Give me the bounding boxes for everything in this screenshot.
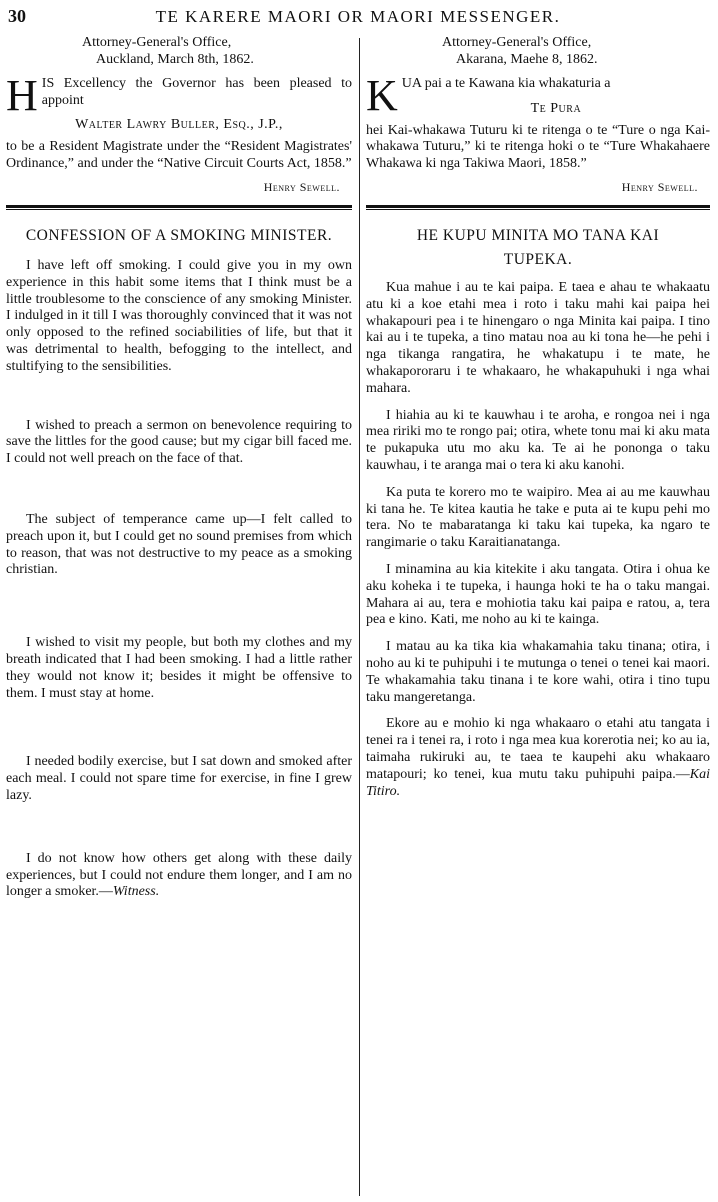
section-rule [6, 205, 352, 208]
page-number: 30 [8, 6, 26, 26]
masthead [8, 6, 708, 30]
office-name: Attorney-General's Office, [442, 35, 592, 50]
dateline: Akarana, Maehe 8, 1862. [456, 52, 598, 67]
section-rule [366, 205, 710, 208]
dateline: Auckland, March 8th, 1862. [96, 52, 254, 67]
heading-line: HE KUPU MINITA MO TANA KAI [416, 227, 660, 244]
office-heading [366, 34, 710, 68]
article-paragraph [366, 716, 710, 800]
signature: Henry Sewell. [621, 180, 698, 194]
paragraph-text: I do not know how others get along with these daily experiences, but I could not endure them longer, and I am no longer a smoker.— [6, 850, 352, 900]
article-body [366, 280, 710, 800]
maori-column [366, 34, 710, 1196]
article-paragraph: I minamina au kia kitekite i aku tangata. Otira i ohua ke aku koheka i te tupeka, i haunga hoki te ha o taku mangai. Mahara ai au, tera e mohiotia taku kai paipa e ratou, a, tera pea e kino. Kati, me noho au ki te kainga. [366, 561, 710, 628]
article-paragraph: I wished to preach a sermon on benevolence requiring to save the littles for the good cause; but my cigar bill faced me. I could not well preach on the face of that. [6, 417, 352, 467]
article-source: Witness. [112, 884, 160, 900]
office-name: Attorney-General's Office, [82, 35, 232, 50]
english-column [6, 34, 352, 1196]
article-heading: CONFESSION OF A SMOKING MINISTER. [25, 227, 333, 244]
notice-text: IS Excellency the Governor has been pleased to appoint [41, 76, 352, 108]
drop-cap: H [6, 71, 38, 120]
article-paragraph: I needed bodily exercise, but I sat down and smoked after each meal. I could not spare time for exercise, in fine I grew lazy. [6, 754, 352, 803]
article-paragraph: The subject of temperance came up—I felt called to preach upon it, but I could get no sound premises from which to reason, that was not destructive to my peace as a smoking christian. [6, 511, 352, 578]
newspaper-title: TE KARERE MAORI OR MAORI MESSENGER. [155, 7, 561, 26]
article-paragraph: Ka puta te korero mo te waipiro. Mea ai au me kauwhau ki tana he. Te kitea kautia he take e puta ai te kupu pehi mo tera. No te mabaratanga ki taku kai tupeka, ka ngaro te rangimarie o taku Karaitianatanga. [366, 484, 710, 551]
article-source: Kai Titiro. [366, 766, 710, 799]
article-paragraph: I matau au ka tika kia whakamahia taku tinana; otira, i noho au ki te puhipuhi i te mutunga o tenei o tenei kai maori. Te whakamahia taku tinana i te kore wahi, otira i tino tupu taku mangeretanga. [366, 639, 710, 705]
article-paragraph: I wished to visit my people, but both my clothes and my breath indicated that I had been smoking. I had a little rather they would not know it; besides it might be offensive to them. I must stay at home. [6, 635, 352, 701]
drop-cap: K [366, 71, 398, 120]
section-rule-thin [6, 209, 352, 210]
appointment-notice [6, 71, 352, 120]
article-paragraph [6, 851, 352, 901]
notice-text: UA pai a te Kawana kia whakaturia a [401, 76, 611, 91]
column-divider [359, 38, 360, 1196]
paragraph-text: Ekore au e mohio ki nga whakaaro o etahi atu tangata i tenei ra i tenei ra, i roto i nga mea kua korerotia nei; ko au ia, taimaha rukiruki au, te taea te kaupehi aku whakaaro matapouri; ko tenei, kua mutu taku puhipuhi paipa.— [366, 716, 710, 782]
article-paragraph: I have left off smoking. I could give you in my own experience in this habit some items that I think must be a little troublesome to the conscience of any smoking Minister. I indulged in it till I was thoroughly convinced that it was not only opposed to the refined sociabilities of life, but that it was detrimental to health, befogging to the intellect, and stultifying to the sensibilities. [6, 258, 352, 374]
article-paragraph: Kua mahue i au te kai paipa. E taea e ahau te whakaatu atu ki a koe etahi mea i roto i taku mahi kai paipa hei whakapouri pea i te hinengaro o nga Minita kai paipa. I tino kai au i te tupeka, a tino matau noa au ki tona he—he pehi i nga tikanga rangatira, he whakatupu i te mate, he whakapororaru i te whakaaro, he whakapuhuki i nga whai mahara. [366, 280, 710, 396]
appointee-name: Walter Lawry Buller, Esq., J.P., [75, 117, 283, 132]
article-heading [366, 224, 710, 272]
office-heading [6, 34, 352, 68]
article-paragraph: I hiahia au ki te kauwhau i te aroha, e rongoa nei i nga mea ririki mo te rongo pai; otira, whete tonu mai ki aku mata te pukapuka utu mo aku ka. Te ai he pononga o taku kauwhau, i te aranga mai o tera ki aku kanohi. [366, 407, 710, 473]
signature: Henry Sewell. [263, 180, 340, 194]
heading-line: TUPEKA. [503, 251, 573, 268]
appointee-name: Te Pura [530, 100, 582, 116]
section-rule-thin [366, 209, 710, 210]
notice-text-continued: hei Kai-whakawa Tuturu ki te ritenga o te “Ture o nga Kai-whakawa Tuturu,” ki te ritenga hoki o te “Ture Whakahaere Whakawa ki nga Takiwa Maori, 1858.” [366, 122, 710, 171]
notice-text-continued: to be a Resident Magistrate under the “Resident Magistrates' Ordinance,” and under the “Native Circuit Courts Act, 1858.” [6, 139, 352, 171]
